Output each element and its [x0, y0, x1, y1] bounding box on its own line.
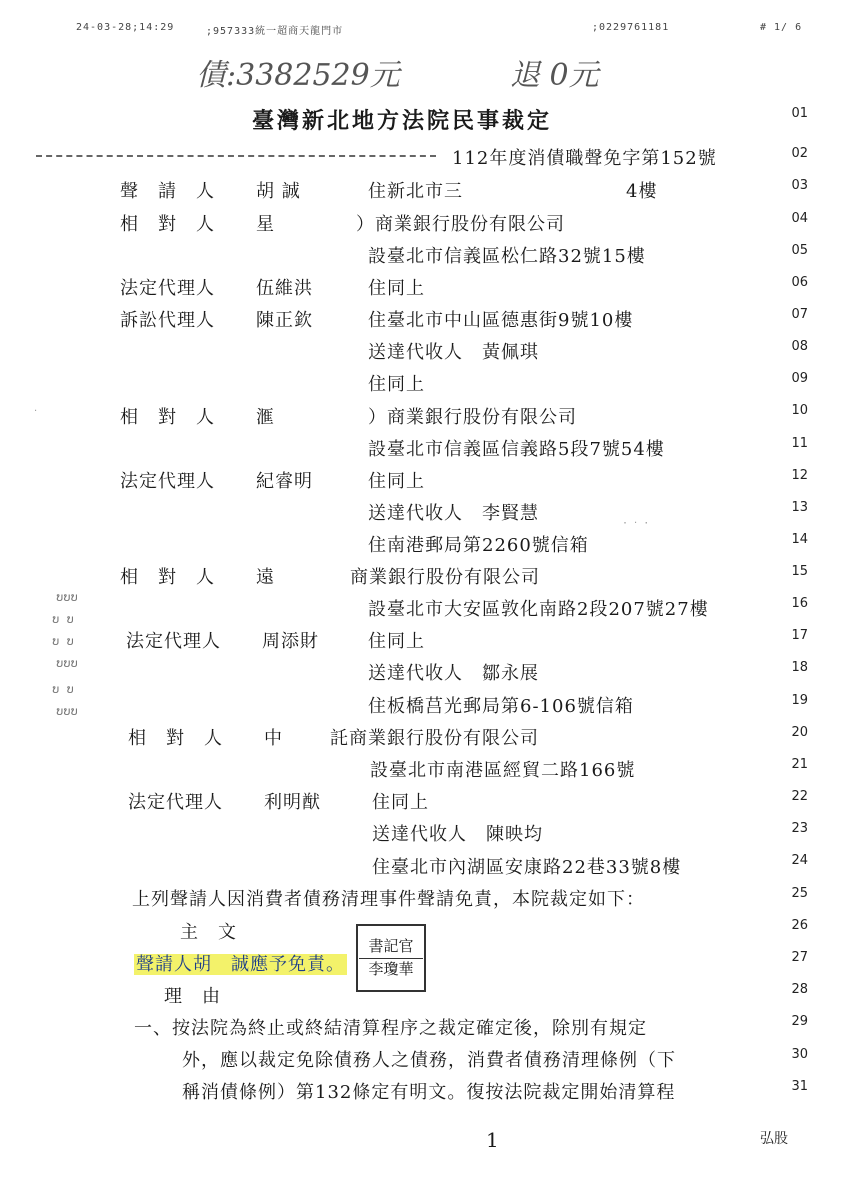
line-number: 12	[791, 468, 808, 483]
line-number: 30	[791, 1047, 808, 1062]
party-role: 訴訟代理人	[120, 310, 215, 331]
party-name: 紀睿明	[256, 471, 313, 492]
line-number: 15	[791, 564, 808, 579]
line-number: 09	[791, 371, 808, 386]
party-address: 住臺北市內湖區安康路22巷33號8樓	[372, 857, 682, 878]
line-number: 17	[791, 628, 808, 643]
line-number: 01	[791, 106, 808, 121]
handwritten-refund: 退 0元	[510, 58, 599, 93]
line-number: 19	[791, 693, 808, 708]
party-role: 相對人	[120, 567, 234, 588]
party-address: 住同上	[372, 792, 429, 813]
party-role: 相對人	[120, 407, 234, 428]
party-name: 利明猷	[264, 792, 321, 813]
party-name: 中	[264, 728, 283, 749]
scan-speck: ‧	[34, 406, 38, 417]
party-company: ）商業銀行股份有限公司	[356, 214, 565, 235]
party-role: 相對人	[128, 728, 242, 749]
party-address: 住同上	[368, 471, 425, 492]
department-label: 弘股	[760, 1131, 788, 1147]
line-number: 11	[791, 436, 808, 451]
reason-paragraph-line: 一、按法院為終止或終結清算程序之裁定確定後，除別有規定	[134, 1018, 647, 1039]
service-agent: 送達代收人 鄒永展	[368, 663, 539, 684]
stamp-divider	[359, 958, 423, 959]
line-number: 02	[791, 146, 808, 161]
line-number: 26	[791, 918, 808, 933]
line-number: 16	[791, 596, 808, 611]
party-address-tail: 4樓	[626, 181, 658, 202]
section-heading-reason: 理 由	[164, 986, 221, 1007]
fax-number: ;0229761181	[592, 22, 670, 33]
party-address: 住新北市三	[368, 181, 463, 202]
line-number: 08	[791, 339, 808, 354]
page-number: 1	[486, 1128, 499, 1152]
party-name: 滙	[256, 407, 275, 428]
document-title: 臺灣新北地方法院民事裁定	[252, 108, 553, 134]
party-role: 法定代理人	[120, 471, 215, 492]
party-address: 住臺北市中山區德惠街9號10樓	[368, 310, 634, 331]
stamp-title: 書記官	[368, 936, 414, 955]
party-role: 法定代理人	[128, 792, 223, 813]
line-number: 25	[791, 886, 808, 901]
line-number: 14	[791, 532, 808, 547]
party-name: 遠	[256, 567, 275, 588]
reason-paragraph-line: 外，應以裁定免除債務人之債務，消費者債務清理條例（下	[182, 1050, 676, 1071]
party-name: 胡 誠	[256, 181, 301, 202]
handwritten-debt: 債:3382529元	[196, 58, 400, 93]
party-company: ）商業銀行股份有限公司	[368, 407, 577, 428]
section-heading-main: 主 文	[180, 922, 237, 943]
intro-paragraph: 上列聲請人因消費者債務清理事件聲請免責，本院裁定如下：	[132, 889, 645, 910]
party-address: 設臺北市信義區信義路5段7號54樓	[368, 439, 665, 460]
service-agent: 送達代收人 陳映均	[372, 824, 543, 845]
dashed-rule	[36, 155, 436, 157]
party-address: 住同上	[368, 374, 425, 395]
clerk-stamp	[356, 924, 426, 992]
party-name: 伍維洪	[256, 278, 313, 299]
line-number: 21	[791, 757, 808, 772]
party-role: 相對人	[120, 214, 234, 235]
ruling-line	[134, 950, 347, 976]
line-number: 18	[791, 660, 808, 675]
ruling-text: 聲請人胡 誠應予免責。	[136, 954, 345, 975]
party-name: 周添財	[262, 631, 319, 652]
service-agent: 送達代收人 黃佩琪	[368, 342, 539, 363]
party-address: 住板橋莒光郵局第6-106號信箱	[368, 696, 634, 717]
line-number: 13	[791, 500, 808, 515]
line-number: 31	[791, 1079, 808, 1094]
fax-datetime: 24-03-28;14:29	[76, 22, 175, 33]
line-number: 05	[791, 243, 808, 258]
line-number: 27	[791, 950, 808, 965]
line-number: 04	[791, 211, 808, 226]
party-address: 設臺北市大安區敦化南路2段207號27樓	[368, 599, 709, 620]
line-number: 22	[791, 789, 808, 804]
line-number: 03	[791, 178, 808, 193]
party-name: 星	[256, 214, 275, 235]
party-address: 住同上	[368, 278, 425, 299]
line-number: 29	[791, 1014, 808, 1029]
reason-paragraph-line: 稱消債條例）第132條定有明文。復按法院裁定開始清算程	[182, 1082, 676, 1103]
party-company: 託商業銀行股份有限公司	[330, 728, 539, 749]
fax-page: # 1/ 6	[760, 22, 803, 33]
line-number: 24	[791, 853, 808, 868]
party-role: 法定代理人	[120, 278, 215, 299]
case-number: 112年度消債職聲免字第152號	[452, 148, 717, 169]
line-number: 28	[791, 982, 808, 997]
party-address: 住同上	[368, 631, 425, 652]
party-company: 商業銀行股份有限公司	[350, 567, 540, 588]
party-address: 住南港郵局第2260號信箱	[368, 535, 589, 556]
party-role: 法定代理人	[126, 631, 221, 652]
line-number: 10	[791, 403, 808, 418]
line-number: 07	[791, 307, 808, 322]
line-number: 23	[791, 821, 808, 836]
line-number: 20	[791, 725, 808, 740]
scan-speck: · ‧ ·	[622, 518, 650, 529]
party-name: 陳正欽	[256, 310, 313, 331]
fax-sender: ;957333統一超商天龍門市	[206, 26, 344, 37]
line-number: 06	[791, 275, 808, 290]
service-agent: 送達代收人 李賢慧	[368, 503, 539, 524]
party-role: 聲請人	[120, 181, 234, 202]
party-address: 設臺北市南港區經貿二路166號	[370, 760, 636, 781]
stamp-name: 李瓊華	[368, 959, 414, 978]
party-address: 設臺北市信義區松仁路32號15樓	[368, 246, 646, 267]
binding-holes: ບບບ ບ ບ ບ ບ ບບບ ບ ບ ບບບ	[52, 590, 78, 718]
